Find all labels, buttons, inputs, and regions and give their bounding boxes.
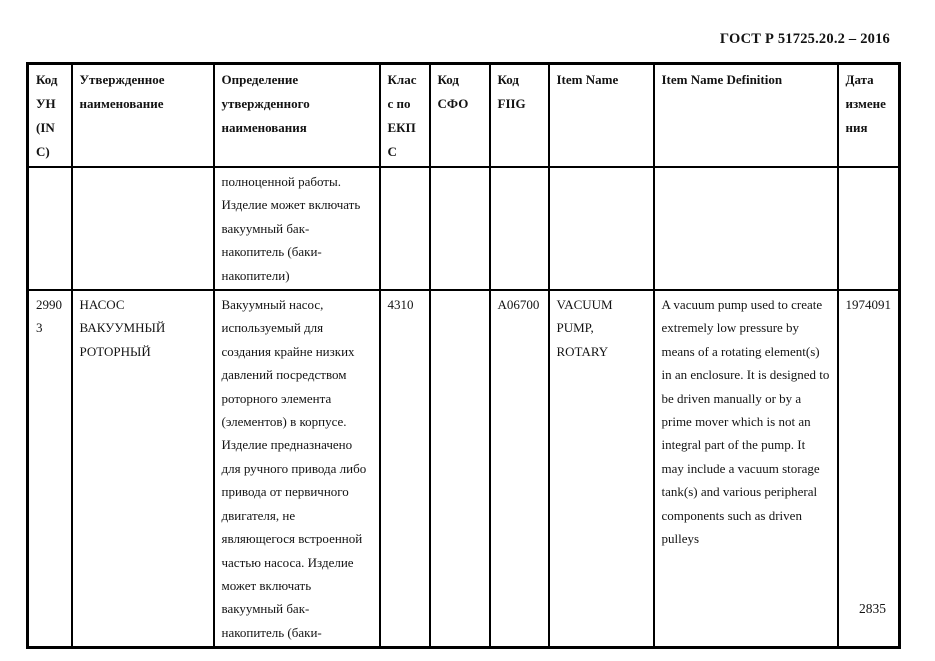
col-header-fiig-code: Код FIIG bbox=[490, 64, 549, 168]
cell-approved-name-definition: полноценной работы. Изделие может включать вакуумный бак-накопитель (баки-накопители) bbox=[214, 167, 380, 290]
col-header-inc-code: Код УН (INC) bbox=[28, 64, 72, 168]
cell-change-date bbox=[838, 167, 900, 290]
classification-table bbox=[26, 62, 901, 649]
col-header-ekps-class: Класс по ЕКПС bbox=[380, 64, 430, 168]
cell-sfo-code bbox=[430, 290, 490, 648]
col-header-sfo-code: Код СФО bbox=[430, 64, 490, 168]
cell-item-name: VACUUM PUMP, ROTARY bbox=[549, 290, 654, 648]
col-header-approved-name-definition: Определение утвержденного наименования bbox=[214, 64, 380, 168]
cell-ekps-class: 4310 bbox=[380, 290, 430, 648]
page-number: 2835 bbox=[859, 601, 886, 616]
col-header-change-date: Дата изменения bbox=[838, 64, 900, 168]
table-row-29903 bbox=[28, 290, 900, 648]
col-header-item-name: Item Name bbox=[549, 64, 654, 168]
col-header-item-name-definition: Item Name Definition bbox=[654, 64, 838, 168]
cell-approved-name: НАСОС ВАКУУМНЫЙ РОТОРНЫЙ bbox=[72, 290, 214, 648]
cell-ekps-class bbox=[380, 167, 430, 290]
cell-item-name-definition bbox=[654, 167, 838, 290]
cell-approved-name-definition: Вакуумный насос, используемый для создания крайне низких давлений посредством роторного элемента (элементов) в корпусе. Изделие предназначено для ручного привода либо привода от первичного двигателя, не являющегося встроенной частью насоса. Изделие может включать вакуумный бак-накопитель (баки- bbox=[214, 290, 380, 648]
table-header-row bbox=[28, 64, 900, 168]
standard-title: ГОСТ Р 51725.20.2 – 2016 bbox=[719, 31, 890, 47]
cell-fiig-code bbox=[490, 167, 549, 290]
cell-item-name bbox=[549, 167, 654, 290]
cell-inc-code bbox=[28, 167, 72, 290]
cell-inc-code: 29903 bbox=[28, 290, 72, 648]
table-row-continuation bbox=[28, 167, 900, 290]
cell-sfo-code bbox=[430, 167, 490, 290]
cell-item-name-definition: A vacuum pump used to create extremely low pressure by means of a rotating element(s) in an enclosure. It is designed to be driven manually or by a prime mover which is not an integral part of the pump. It may include a vacuum storage tank(s) and various peripheral components such as driven pulleys bbox=[654, 290, 838, 648]
cell-approved-name bbox=[72, 167, 214, 290]
col-header-approved-name: Утвержденное наименование bbox=[72, 64, 214, 168]
cell-fiig-code: A06700 bbox=[490, 290, 549, 648]
cell-change-date: 1974091 bbox=[838, 290, 900, 648]
